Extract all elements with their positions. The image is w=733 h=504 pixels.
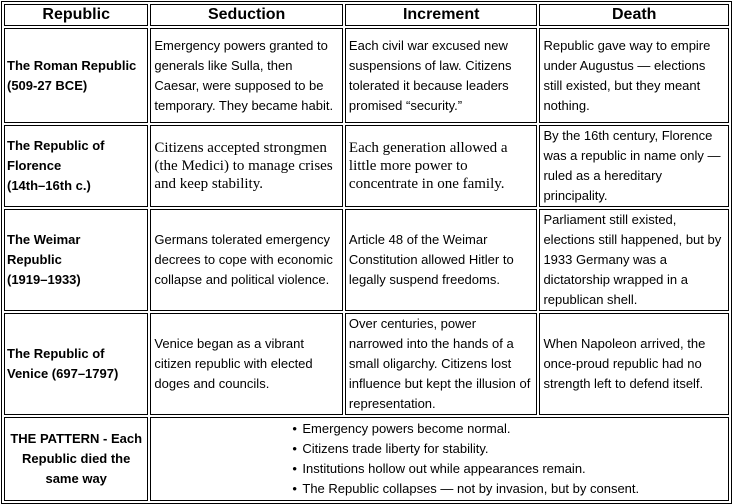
header-row <box>4 4 729 26</box>
republics-table <box>1 1 732 504</box>
seduction-cell: Citizens accepted strongmen (the Medici) to manage crises and keep stability. <box>150 125 343 207</box>
header-republic: Republic <box>4 4 148 26</box>
pattern-points <box>150 417 729 501</box>
increment-cell: Each civil war excused new suspensions of law. Citizens tolerated it because leaders promised “security.” <box>345 28 538 123</box>
bullet-icon: • <box>292 421 297 436</box>
bullet-icon: • <box>292 441 297 456</box>
list-item: • Emergency powers become normal. <box>292 419 728 439</box>
death-cell: Parliament still existed, elections still happened, but by 1933 Germany was a dictatorship wrapped in a republican shell. <box>539 209 729 311</box>
pattern-list <box>292 419 728 499</box>
table-row <box>4 209 729 311</box>
header-increment: Increment <box>345 4 538 26</box>
bullet-icon: • <box>292 461 297 476</box>
republic-name: The Weimar Republic (1919–1933) <box>4 209 148 311</box>
list-item: • The Republic collapses — not by invasion, but by consent. <box>292 479 728 499</box>
death-cell: Republic gave way to empire under Augustus — elections still existed, but they meant nothing. <box>539 28 729 123</box>
pattern-label: THE PATTERN - Each Republic died the same way <box>4 417 148 501</box>
seduction-cell: Venice began as a vibrant citizen republic with elected doges and councils. <box>150 313 343 415</box>
death-cell: By the 16th century, Florence was a republic in name only — ruled as a hereditary principality. <box>539 125 729 207</box>
seduction-cell: Emergency powers granted to generals like Sulla, then Caesar, were supposed to be temporary. They became habit. <box>150 28 343 123</box>
list-item: • Citizens trade liberty for stability. <box>292 439 728 459</box>
republic-name: The Republic of Florence (14th–16th c.) <box>4 125 148 207</box>
header-death: Death <box>539 4 729 26</box>
pattern-row <box>4 417 729 501</box>
table-row <box>4 28 729 123</box>
republic-name: The Republic of Venice (697–1797) <box>4 313 148 415</box>
list-item: • Institutions hollow out while appearances remain. <box>292 459 728 479</box>
increment-cell: Article 48 of the Weimar Constitution allowed Hitler to legally suspend freedoms. <box>345 209 538 311</box>
table-row <box>4 313 729 415</box>
increment-cell: Each generation allowed a little more power to concentrate in one family. <box>345 125 538 207</box>
republic-name: The Roman Republic (509-27 BCE) <box>4 28 148 123</box>
table-row <box>4 125 729 207</box>
seduction-cell: Germans tolerated emergency decrees to cope with economic collapse and political violence. <box>150 209 343 311</box>
death-cell: When Napoleon arrived, the once-proud republic had no strength left to defend itself. <box>539 313 729 415</box>
header-seduction: Seduction <box>150 4 343 26</box>
increment-cell: Over centuries, power narrowed into the hands of a small oligarchy. Citizens lost influence but kept the illusion of representation. <box>345 313 538 415</box>
bullet-icon: • <box>292 481 297 496</box>
